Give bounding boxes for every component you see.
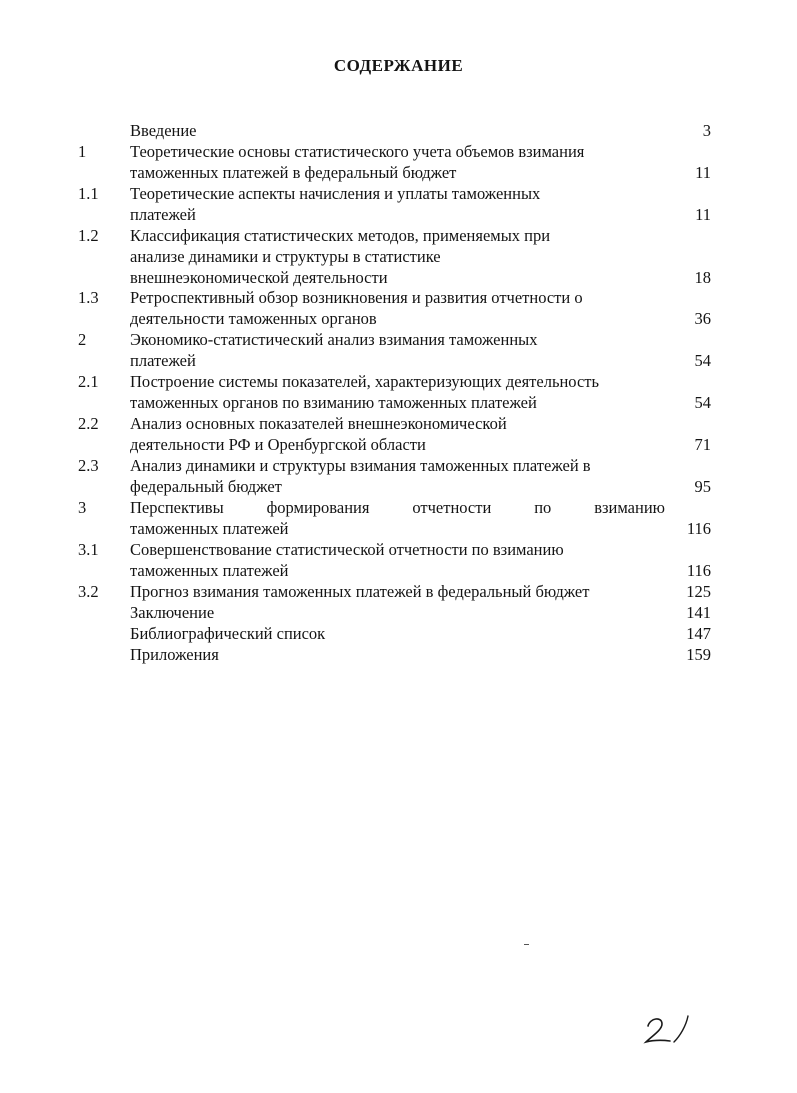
toc-entry-page: 54 <box>694 351 711 370</box>
toc-entry-title <box>130 183 665 225</box>
toc-entry-title <box>130 581 665 602</box>
toc-entry-line: Анализ основных показателей внешнеэкономической <box>130 414 507 433</box>
toc-entry-line: Совершенствование статистической отчетности по взиманию <box>130 540 564 559</box>
toc-entry-title <box>130 623 665 644</box>
toc-entry-number: 1 <box>78 142 87 161</box>
handwritten-page-number <box>640 1010 700 1050</box>
toc-entry-page: 147 <box>686 624 711 643</box>
toc-entry-title <box>130 602 665 623</box>
toc-entry-page: 71 <box>694 435 711 454</box>
toc-entry-title <box>130 371 665 413</box>
toc-entry-line: таможенных платежей в федеральный бюджет <box>130 163 457 182</box>
toc-entry-title <box>130 120 665 141</box>
toc-entry-page: 3 <box>702 121 711 140</box>
toc-entry-page: 95 <box>694 477 711 496</box>
toc-entry-title <box>130 455 665 497</box>
toc-entry-page: 141 <box>686 603 711 622</box>
toc-entry-number: 2.3 <box>78 456 99 475</box>
toc-entry-number: 1.1 <box>78 184 99 203</box>
toc-entry-line: Теоретические основы статистического учета объемов взимания <box>130 142 585 161</box>
scan-mark <box>524 944 529 945</box>
toc-entry-line: Прогноз взимания таможенных платежей в федеральный бюджет <box>130 582 590 601</box>
toc-entry-line: Теоретические аспекты начисления и уплаты таможенных <box>130 184 541 203</box>
toc-entry-number: 3.2 <box>78 582 99 601</box>
toc-entry-title <box>130 413 665 455</box>
toc-entry-title <box>130 287 665 329</box>
toc-entry-number: 2 <box>78 330 87 349</box>
toc-entry-page: 11 <box>695 205 711 224</box>
toc-entry-line: Библиографический список <box>130 624 326 643</box>
toc-entry-line: Перспективы формирования отчетности по взиманию <box>130 498 665 517</box>
toc-entry-page: 54 <box>694 393 711 412</box>
toc-entry-line: таможенных платежей <box>130 519 289 538</box>
toc-entry-number: 1.2 <box>78 226 99 245</box>
toc-entry-title <box>130 644 665 665</box>
toc-entry-title <box>130 539 665 581</box>
toc-entry-page: 116 <box>686 519 711 538</box>
toc-entry-line: платежей <box>130 351 196 370</box>
toc-entry-page: 18 <box>694 268 711 287</box>
toc-entry-line: анализе динамики и структуры в статистике <box>130 247 441 266</box>
toc-entry-line: Приложения <box>130 645 219 664</box>
toc-entry-line: федеральный бюджет <box>130 477 282 496</box>
toc-entry-line: Построение системы показателей, характеризующих деятельность <box>130 372 600 391</box>
toc-entry-line: таможенных органов по взиманию таможенных платежей <box>130 393 537 412</box>
toc-entry-page: 125 <box>686 582 711 601</box>
toc-entry-title <box>130 497 665 539</box>
toc-entry-line: платежей <box>130 205 196 224</box>
toc-entry-title <box>130 225 665 288</box>
toc-entry-line: Введение <box>130 121 197 140</box>
toc-entry-line: Анализ динамики и структуры взимания таможенных платежей в <box>130 456 591 475</box>
toc-entry-page: 116 <box>686 561 711 580</box>
toc-entry-number: 2.1 <box>78 372 99 391</box>
toc-entry-line: деятельности таможенных органов <box>130 309 377 328</box>
toc-entry-line: Ретроспективный обзор возникновения и развития отчетности о <box>130 288 583 307</box>
toc-entry-title <box>130 329 665 371</box>
toc-entry-number: 3 <box>78 498 87 517</box>
toc-entry-page: 36 <box>694 309 711 328</box>
toc-entry-page: 11 <box>695 163 711 182</box>
toc-entry-number: 1.3 <box>78 288 99 307</box>
toc-entry-page: 159 <box>686 645 711 664</box>
toc-entry-number: 2.2 <box>78 414 99 433</box>
toc-entry-title <box>130 141 665 183</box>
page-title: СОДЕРЖАНИЕ <box>333 56 464 75</box>
toc-entry-line: внешнеэкономической деятельности <box>130 268 388 287</box>
toc-entry-line: деятельности РФ и Оренбургской области <box>130 435 426 454</box>
toc-entry-line: Классификация статистических методов, применяемых при <box>130 226 551 245</box>
toc-entry-line: таможенных платежей <box>130 561 289 580</box>
toc-entry-line: Заключение <box>130 603 215 622</box>
toc-entry-line: Экономико-статистический анализ взимания таможенных <box>130 330 538 349</box>
toc-entry-number: 3.1 <box>78 540 99 559</box>
